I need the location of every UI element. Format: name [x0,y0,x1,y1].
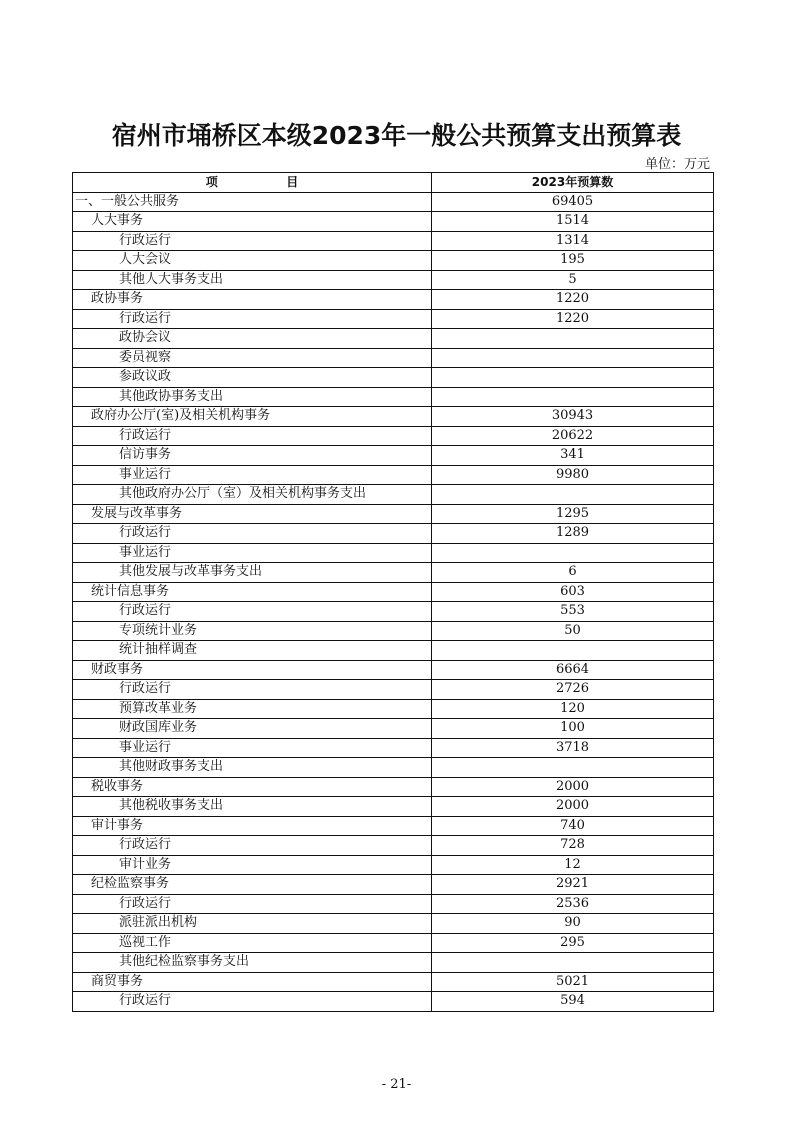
row-budget-value: 2921 [432,875,714,895]
table-row [73,543,714,563]
row-item-name: 其他税收事务支出 [73,797,432,817]
table-row [73,290,714,310]
row-budget-value: 1295 [432,504,714,524]
table-row [73,231,714,251]
row-budget-value: 728 [432,836,714,856]
row-item-name: 委员视察 [73,348,432,368]
row-budget-value: 1514 [432,212,714,232]
row-budget-value: 1220 [432,309,714,329]
table-row [73,641,714,661]
row-item-name: 人大会议 [73,251,432,271]
row-budget-value: 1314 [432,231,714,251]
table-row [73,699,714,719]
row-budget-value [432,543,714,563]
row-budget-value: 6 [432,563,714,583]
row-item-name: 其他财政事务支出 [73,758,432,778]
row-item-name: 其他发展与改革事务支出 [73,563,432,583]
row-item-name: 纪检监察事务 [73,875,432,895]
row-budget-value: 6664 [432,660,714,680]
row-budget-value: 5021 [432,972,714,992]
table-row [73,582,714,602]
row-item-name: 审计业务 [73,855,432,875]
row-item-name: 行政运行 [73,309,432,329]
table-row [73,368,714,388]
table-row [73,933,714,953]
table-header-row [73,173,714,193]
row-budget-value: 9980 [432,465,714,485]
row-budget-value [432,387,714,407]
row-item-name: 信访事务 [73,446,432,466]
row-item-name: 统计信息事务 [73,582,432,602]
row-item-name: 行政运行 [73,992,432,1012]
table-row [73,816,714,836]
row-item-name: 行政运行 [73,231,432,251]
table-row [73,602,714,622]
table-row [73,855,714,875]
table-row [73,309,714,329]
row-budget-value: 195 [432,251,714,271]
row-budget-value: 603 [432,582,714,602]
table-row [73,446,714,466]
row-item-name: 行政运行 [73,524,432,544]
row-budget-value [432,953,714,973]
row-item-name: 其他政协事务支出 [73,387,432,407]
row-budget-value [432,368,714,388]
row-item-name: 财政国库业务 [73,719,432,739]
table-row [73,270,714,290]
row-item-name: 巡视工作 [73,933,432,953]
table-row [73,719,714,739]
row-budget-value: 120 [432,699,714,719]
row-budget-value [432,348,714,368]
row-budget-value: 20622 [432,426,714,446]
row-budget-value: 553 [432,602,714,622]
table-row [73,348,714,368]
table-row [73,836,714,856]
row-item-name: 审计事务 [73,816,432,836]
row-budget-value: 341 [432,446,714,466]
row-item-name: 其他人大事务支出 [73,270,432,290]
row-budget-value: 2000 [432,777,714,797]
row-budget-value: 740 [432,816,714,836]
budget-table [72,172,714,1012]
row-item-name: 参政议政 [73,368,432,388]
unit-label: 单位：万元 [644,157,710,172]
table-row [73,485,714,505]
row-item-name: 税收事务 [73,777,432,797]
row-item-name: 财政事务 [73,660,432,680]
table-row [73,797,714,817]
row-item-name: 事业运行 [73,543,432,563]
row-budget-value [432,758,714,778]
table-row [73,212,714,232]
row-budget-value: 50 [432,621,714,641]
table-row [73,660,714,680]
row-item-name: 行政运行 [73,602,432,622]
table-body [73,192,714,1011]
table-row [73,738,714,758]
row-budget-value: 5 [432,270,714,290]
row-budget-value: 2536 [432,894,714,914]
row-budget-value: 90 [432,914,714,934]
page-number: - 21- [381,1077,412,1092]
table-row [73,777,714,797]
table-row [73,680,714,700]
row-item-name: 行政运行 [73,426,432,446]
table-row [73,972,714,992]
table-row [73,894,714,914]
table-row [73,504,714,524]
table-row [73,407,714,427]
row-item-name: 商贸事务 [73,972,432,992]
row-budget-value: 1220 [432,290,714,310]
row-budget-value: 12 [432,855,714,875]
table-row [73,875,714,895]
row-item-name: 发展与改革事务 [73,504,432,524]
table-row [73,914,714,934]
row-budget-value: 295 [432,933,714,953]
row-budget-value [432,641,714,661]
row-item-name: 行政运行 [73,836,432,856]
table-row [73,329,714,349]
row-item-name: 事业运行 [73,738,432,758]
header-item-char-2: 目 [286,175,299,190]
row-budget-value: 594 [432,992,714,1012]
row-budget-value: 2000 [432,797,714,817]
table-row [73,524,714,544]
table-row [73,992,714,1012]
row-item-name: 政协会议 [73,329,432,349]
row-item-name: 人大事务 [73,212,432,232]
header-item-column [73,173,432,193]
row-budget-value [432,329,714,349]
table-row [73,387,714,407]
page-title: 宿州市埇桥区本级2023年一般公共预算支出预算表 [111,121,682,150]
row-budget-value: 1289 [432,524,714,544]
row-budget-value [432,485,714,505]
row-item-name: 行政运行 [73,680,432,700]
row-item-name: 行政运行 [73,894,432,914]
row-item-name: 政府办公厅(室)及相关机构事务 [73,407,432,427]
header-item-char-1: 项 [205,175,218,190]
row-item-name: 统计抽样调查 [73,641,432,661]
table-row [73,621,714,641]
row-item-name: 专项统计业务 [73,621,432,641]
table-row [73,758,714,778]
header-budget-column: 2023年预算数 [432,173,714,193]
table-row [73,192,714,212]
row-item-name: 一、一般公共服务 [73,192,432,212]
table-row [73,953,714,973]
row-item-name: 其他纪检监察事务支出 [73,953,432,973]
table-row [73,426,714,446]
row-budget-value: 3718 [432,738,714,758]
table-row [73,465,714,485]
row-item-name: 派驻派出机构 [73,914,432,934]
row-budget-value: 2726 [432,680,714,700]
table-row [73,563,714,583]
row-budget-value: 69405 [432,192,714,212]
row-budget-value: 30943 [432,407,714,427]
table-row [73,251,714,271]
row-item-name: 预算改革业务 [73,699,432,719]
row-item-name: 政协事务 [73,290,432,310]
row-budget-value: 100 [432,719,714,739]
row-item-name: 事业运行 [73,465,432,485]
row-item-name: 其他政府办公厅（室）及相关机构事务支出 [73,485,432,505]
